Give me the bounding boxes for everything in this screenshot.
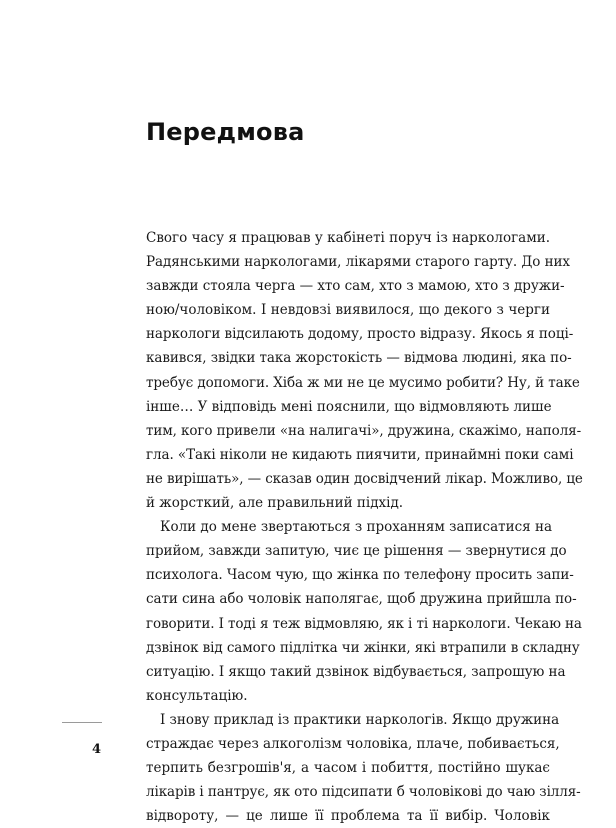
text-line: гла. «Такі ніколи не кидають пиячити, принаймні поки самі [146,446,574,463]
text-line: Свого часу я працював у кабінеті поруч із наркологами. [146,230,550,246]
paragraph [146,708,581,828]
paragraph [146,226,583,515]
text-line: ною/чоловіком. І невдовзі виявилося, що декого з черги [146,302,550,319]
text-line: кавився, звідки така жорстокість — відмова людині, яка по- [146,350,572,367]
text-line: інше… У відповідь мені пояснили, що відмовляють лише [146,398,552,415]
text-line: І знову приклад із практики наркологів. Якщо дружина [160,711,560,728]
text-line: консультацію. [146,687,248,704]
text-line: требує допомоги. Хіба ж ми не це мусимо робити? Ну, й таке [146,374,580,391]
text-line: й жорсткий, але правильний підхід. [146,495,404,512]
body-text [146,226,583,828]
text-line: наркологи відсилають додому, просто відразу. Якось я поці- [146,326,574,343]
text-line: сати сина або чоловік наполягає, щоб дружина прийшла по- [146,591,577,608]
text-line: страждає через алкоголізм чоловіка, плаче, побивається, [146,735,560,752]
text-line: психолога. Часом чую, що жінка по телефону просить запи- [146,567,574,584]
page-title: Передмова [146,118,305,146]
text-line: тим, кого привели «на налигачі», дружина, скажімо, наполя- [146,422,582,439]
page-number: 4 [92,742,102,757]
text-line: ситуацію. І якщо такий дзвінок відбувається, запрошую на [146,663,566,680]
text-line: прийом, завжди запитую, чиє це рішення — звернутися до [146,543,567,560]
text-line: не вирішать», — сказав один досвідчений лікар. Можливо, це [146,470,583,487]
footer-rule [62,722,102,723]
text-line: Радянськими наркологами, лікарями старого гарту. До них [146,254,570,271]
text-line: терпить безгрошів'я, а часом і побиття, постійно шукає [146,760,550,777]
text-line: Коли до мене звертаються з проханням записатися на [160,519,552,536]
text-line: дзвінок від самого підлітка чи жінки, які втрапили в складну [146,639,580,656]
text-line: завжди стояла черга — хто сам, хто з мамою, хто з дружи- [146,278,565,295]
text-line: говорити. І тоді я теж відмовляю, як і ті наркологи. Чекаю на [146,615,582,632]
paragraph [146,515,582,708]
text-line: відвороту, — це лише її проблема та її вибір. Чоловік [146,808,550,825]
text-line: лікарів і пантрує, як ото підсипати б чоловікові до чаю зілля- [146,784,581,801]
